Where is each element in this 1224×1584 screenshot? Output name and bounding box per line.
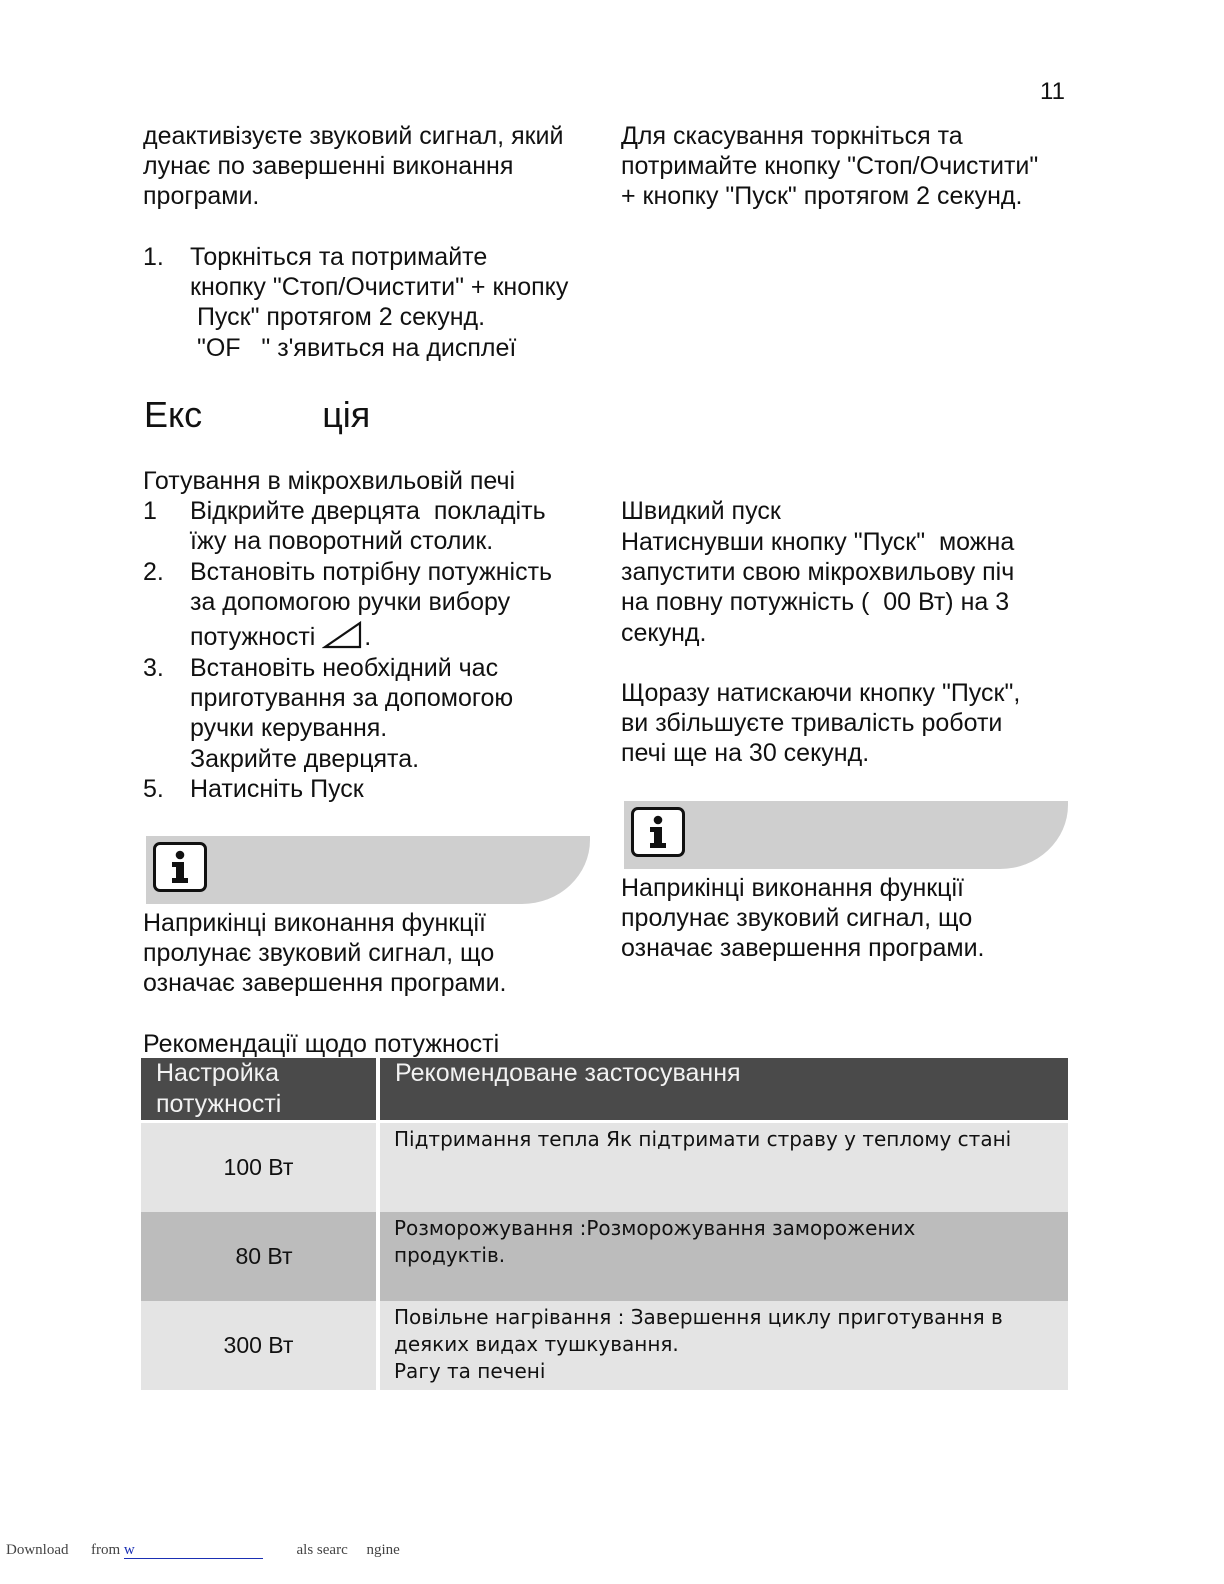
quick-start-line: запустити свою мікрохвильову піч: [621, 558, 1015, 587]
note-line: пролунає звуковий сигнал, що: [621, 904, 973, 933]
quick-start-line: секунд.: [621, 618, 707, 647]
list-item-number: 5.: [143, 775, 164, 803]
footer-download-text: Download: [6, 1542, 69, 1558]
info-banner: [624, 801, 1068, 869]
list-item-number: 2.: [143, 558, 164, 586]
list-item-text: Закрийте дверцята.: [190, 744, 420, 773]
increment-line: печі ще на 30 секунд.: [621, 739, 870, 768]
footer-tail-text: als searc ngine: [296, 1542, 400, 1558]
list-item-text: Пуск" протягом 2 секунд.: [190, 303, 486, 332]
cancel-paragraph: [621, 121, 1038, 212]
list-item-text: приготування за допомогою: [190, 684, 514, 713]
power-table-title: Рекомендації щодо потужності: [143, 1030, 500, 1058]
table-header-cell: Настройка потужності: [141, 1058, 378, 1122]
power-cell: 100 Вт: [141, 1122, 378, 1213]
list-item-number: 3.: [143, 654, 164, 682]
cancel-line: Для скасування торкніться та: [621, 122, 963, 150]
note-line: означає завершення програми.: [621, 934, 985, 963]
table-row: [141, 1212, 1068, 1301]
section-heading: Екс ція: [144, 394, 371, 435]
intro-line: лунає по завершенні виконання: [143, 152, 514, 181]
list-item-number: 1: [143, 497, 157, 525]
increment-line: ви збільшуєте тривалість роботи: [621, 709, 1003, 738]
list-item-text: Встановіть необхідний час: [190, 654, 499, 682]
table-header-cell: Рекомендоване застосування: [378, 1058, 1068, 1122]
quick-start-paragraph: [621, 527, 1014, 648]
cancel-line: потримайте кнопку "Стоп/Очистити": [621, 152, 1039, 181]
use-cell: Повільне нагрівання : Завершення циклу приготування в деяких видах тушкування. Рагу та печені: [378, 1301, 1068, 1390]
quick-start-line: Натиснувши кнопку "Пуск" можна: [621, 528, 1015, 556]
list-item-text: Натисніть Пуск: [190, 775, 364, 803]
use-cell: Розморожування :Розморожування заморожених продуктів.: [378, 1212, 1068, 1301]
power-cell: 300 Вт: [141, 1301, 378, 1390]
page-number: 11: [1040, 78, 1065, 105]
footer: [6, 1542, 400, 1559]
power-table: [141, 1058, 1068, 1390]
note-line: означає завершення програми.: [143, 969, 507, 998]
list-item-text: кнопку "Стоп/Очистити" + кнопку: [190, 273, 569, 302]
list-item-text: Встановіть потрібну потужність: [190, 558, 553, 586]
footer-from-text: from: [91, 1542, 121, 1558]
increment-paragraph: [621, 678, 1020, 769]
table-header-row: [141, 1058, 1068, 1122]
cooking-steps-list: [143, 496, 613, 806]
power-cell: 80 Вт: [141, 1212, 378, 1301]
info-icon: [631, 807, 685, 857]
note-paragraph: [143, 908, 506, 999]
list-item-text-suffix: .: [364, 623, 372, 652]
increment-line: Щоразу натискаючи кнопку "Пуск",: [621, 679, 1021, 707]
list-item-text: ручки керування.: [190, 714, 388, 743]
list-item-text: "OF " з'явиться на дисплеї: [190, 333, 517, 362]
note-line: Наприкінці виконання функції: [621, 874, 965, 902]
note-line: пролунає звуковий сигнал, що: [143, 939, 495, 968]
use-cell: Підтримання тепла Як підтримати страву у теплому стані: [378, 1122, 1068, 1213]
cancel-line: + кнопку "Пуск" протягом 2 секунд.: [621, 182, 1023, 211]
power-triangle-icon: [322, 621, 364, 649]
list-item-number: 1.: [143, 243, 164, 271]
note-paragraph: [621, 873, 984, 964]
table-row: [141, 1122, 1068, 1213]
info-banner: [146, 836, 590, 904]
quick-start-line: на повну потужність ( 00 Вт) на 3: [621, 588, 1010, 617]
info-icon: [153, 842, 207, 892]
footer-link[interactable]: w: [124, 1542, 263, 1559]
deactivate-steps-list: [143, 242, 613, 372]
list-item-text: за допомогою ручки вибору: [190, 588, 511, 617]
list-item-text: потужності: [190, 623, 323, 652]
intro-line: програми.: [143, 182, 260, 211]
note-line: Наприкінці виконання функції: [143, 909, 487, 937]
list-item-text: Відкрийте дверцята покладіть: [190, 497, 546, 525]
quick-start-title: Швидкий пуск: [621, 497, 781, 525]
table-row: [141, 1301, 1068, 1390]
list-item-text: їжу на поворотний столик.: [190, 527, 494, 556]
intro-line: деактивізуєте звуковий сигнал, який: [143, 122, 564, 150]
intro-paragraph: [143, 121, 563, 212]
list-item-text: Торкніться та потримайте: [190, 243, 488, 271]
cooking-title: Готування в мікрохвильовій печі: [143, 467, 516, 495]
